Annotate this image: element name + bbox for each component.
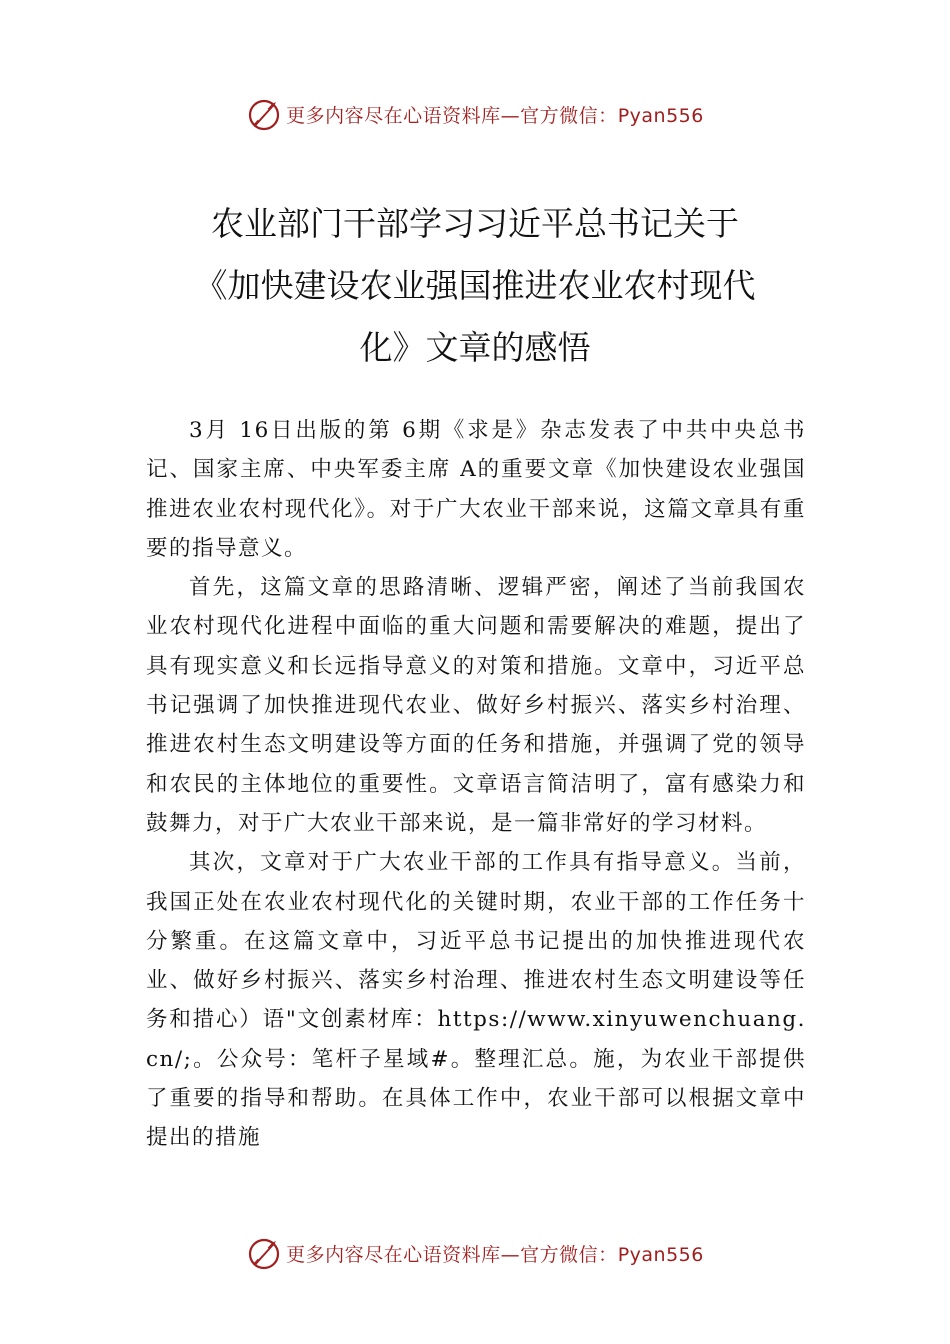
- banner-wechat-label: 官方微信：: [520, 1243, 618, 1266]
- banner-slogan: 更多内容尽在心语资料库: [286, 1243, 501, 1266]
- footer-banner: [0, 1231, 950, 1275]
- banner-text: [286, 1240, 704, 1267]
- paragraph-3: 其次，文章对于广大农业干部的工作具有指导意义。当前，我国正处在农业农村现代化的关键时期，农业干部的工作任务十分繁重。在这篇文章中，习近平总书记提出的加快推进现代农业、做好乡村振兴、落实乡村治理、推进农村生态文明建设等任务和措心）语"文创素材库：https://www.xinyuwenchuang.cn/;。公众号：笔杆子星域#。整理汇总。施，为农业干部提供了重要的指导和帮助。在具体工作中，农业干部可以根据文章中提出的措施: [146, 850, 806, 1151]
- title-line-2: 《加快建设农业强国推进农业农村现代: [194, 266, 756, 305]
- banner-text: [286, 101, 704, 128]
- paragraph-1: 3月 16日出版的第 6期《求是》杂志发表了中共中央总书记、国家主席、中央军委主席 A的重要文章《加快建设农业强国推进农业农村现代化》。对于广大农业干部来说，这篇文章具有重要的指导意义。: [146, 418, 806, 561]
- quill-pen-logo-icon: [246, 96, 282, 132]
- paragraph-2: 首先，这篇文章的思路清晰、逻辑严密，阐述了当前我国农业农村现代化进程中面临的重大问题和需要解决的难题，提出了具有现实意义和长远指导意义的对策和措施。文章中，习近平总书记强调了加快推进现代农业、做好乡村振兴、落实乡村治理、推进农村生态文明建设等方面的任务和措施，并强调了党的领导和农民的主体地位的重要性。文章语言简洁明了，富有感染力和鼓舞力，对于广大农业干部来说，是一篇非常好的学习材料。: [146, 575, 806, 836]
- banner-wechat-id: Pyan556: [617, 1243, 704, 1266]
- header-banner: [0, 92, 950, 136]
- title-line-3: 化》文章的感悟: [359, 328, 591, 367]
- title-line-1: 农业部门干部学习习近平总书记关于: [211, 204, 739, 243]
- banner-separator: —: [500, 104, 521, 127]
- banner-wechat-label: 官方微信：: [520, 104, 618, 127]
- banner-wechat-id: Pyan556: [617, 104, 704, 127]
- quill-pen-logo-icon: [246, 1235, 282, 1271]
- document-body: [146, 411, 806, 1158]
- banner-slogan: 更多内容尽在心语资料库: [286, 104, 501, 127]
- banner-separator: —: [500, 1243, 521, 1266]
- document-title: [120, 193, 830, 379]
